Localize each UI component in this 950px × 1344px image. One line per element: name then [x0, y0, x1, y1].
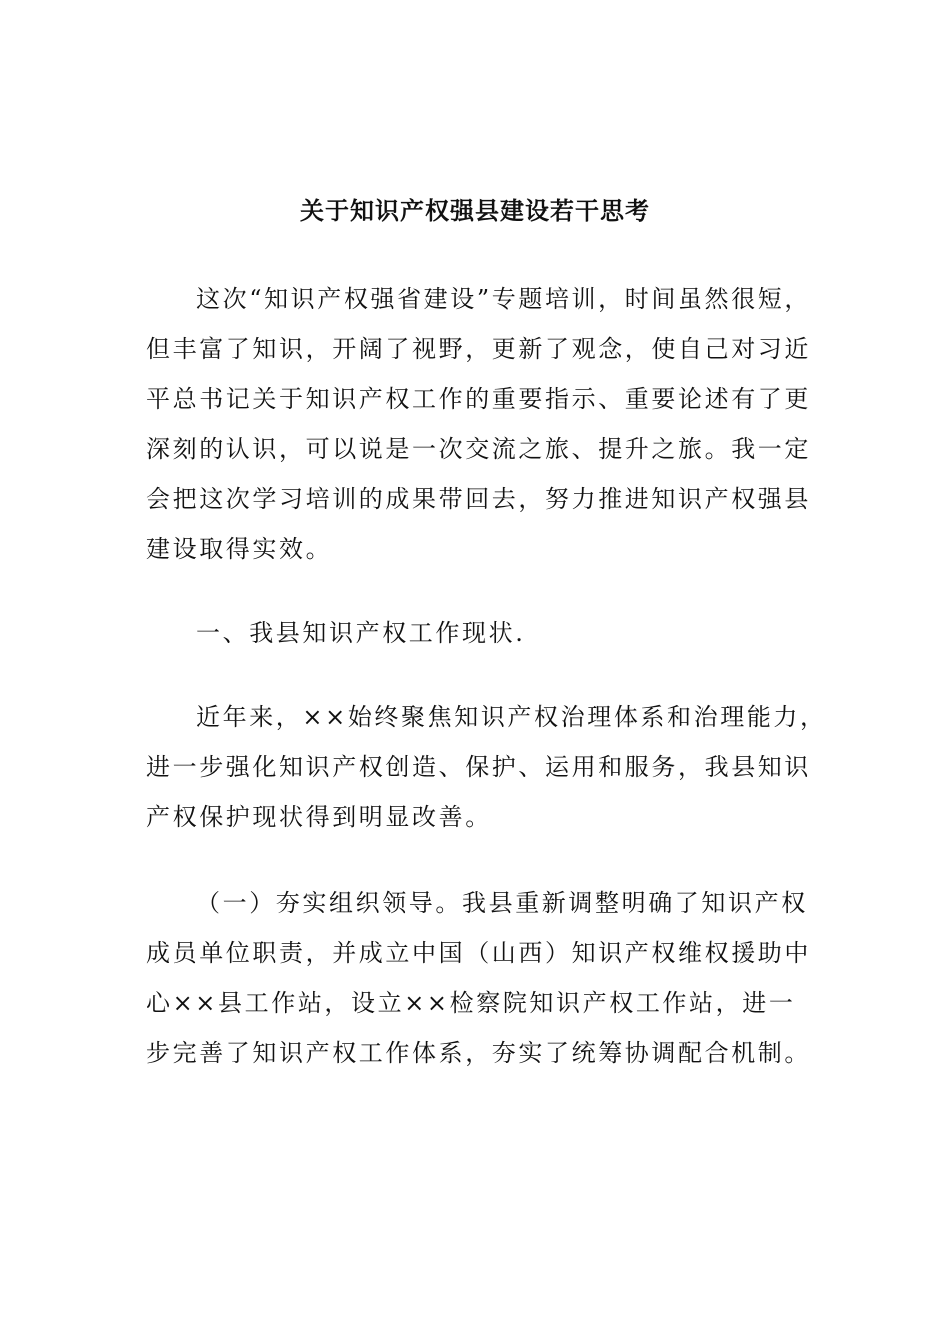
paragraph-1-line-5: 会把这次学习培训的成果带回去，努力推进知识产权强县 — [146, 485, 811, 513]
paragraph-2-line-1: 近年来，××始终聚焦知识产权治理体系和治理能力， — [196, 703, 827, 731]
paragraph-1-line-1: 这次“知识产权强省建设”专题培训，时间虽然很短， — [196, 285, 811, 313]
paragraph-3-line-4: 步完善了知识产权工作体系，夯实了统筹协调配合机制。 — [146, 1039, 811, 1067]
paragraph-1-line-4: 深刻的认识，可以说是一次交流之旅、提升之旅。我一定 — [146, 435, 811, 463]
document-title: 关于知识产权强县建设若干思考 — [300, 197, 650, 225]
paragraph-1-line-6: 建设取得实效。 — [146, 535, 333, 563]
paragraph-3-line-1: （一）夯实组织领导。我县重新调整明确了知识产权 — [196, 889, 808, 917]
paragraph-3-line-2: 成员单位职责，并成立中国（山西）知识产权维权援助中 — [146, 939, 811, 967]
paragraph-2-line-3: 产权保护现状得到明显改善。 — [146, 803, 492, 831]
paragraph-3-line-3: 心××县工作站，设立××检察院知识产权工作站，进一 — [146, 989, 796, 1017]
paragraph-2-line-2: 进一步强化知识产权创造、保护、运用和服务，我县知识 — [146, 753, 811, 781]
paragraph-1-line-3: 平总书记关于知识产权工作的重要指示、重要论述有了更 — [146, 385, 811, 413]
paragraph-1-line-2: 但丰富了知识，开阔了视野，更新了观念，使自己对习近 — [146, 335, 811, 363]
section-1-heading: 一、我县知识产权工作现状. — [196, 619, 526, 647]
